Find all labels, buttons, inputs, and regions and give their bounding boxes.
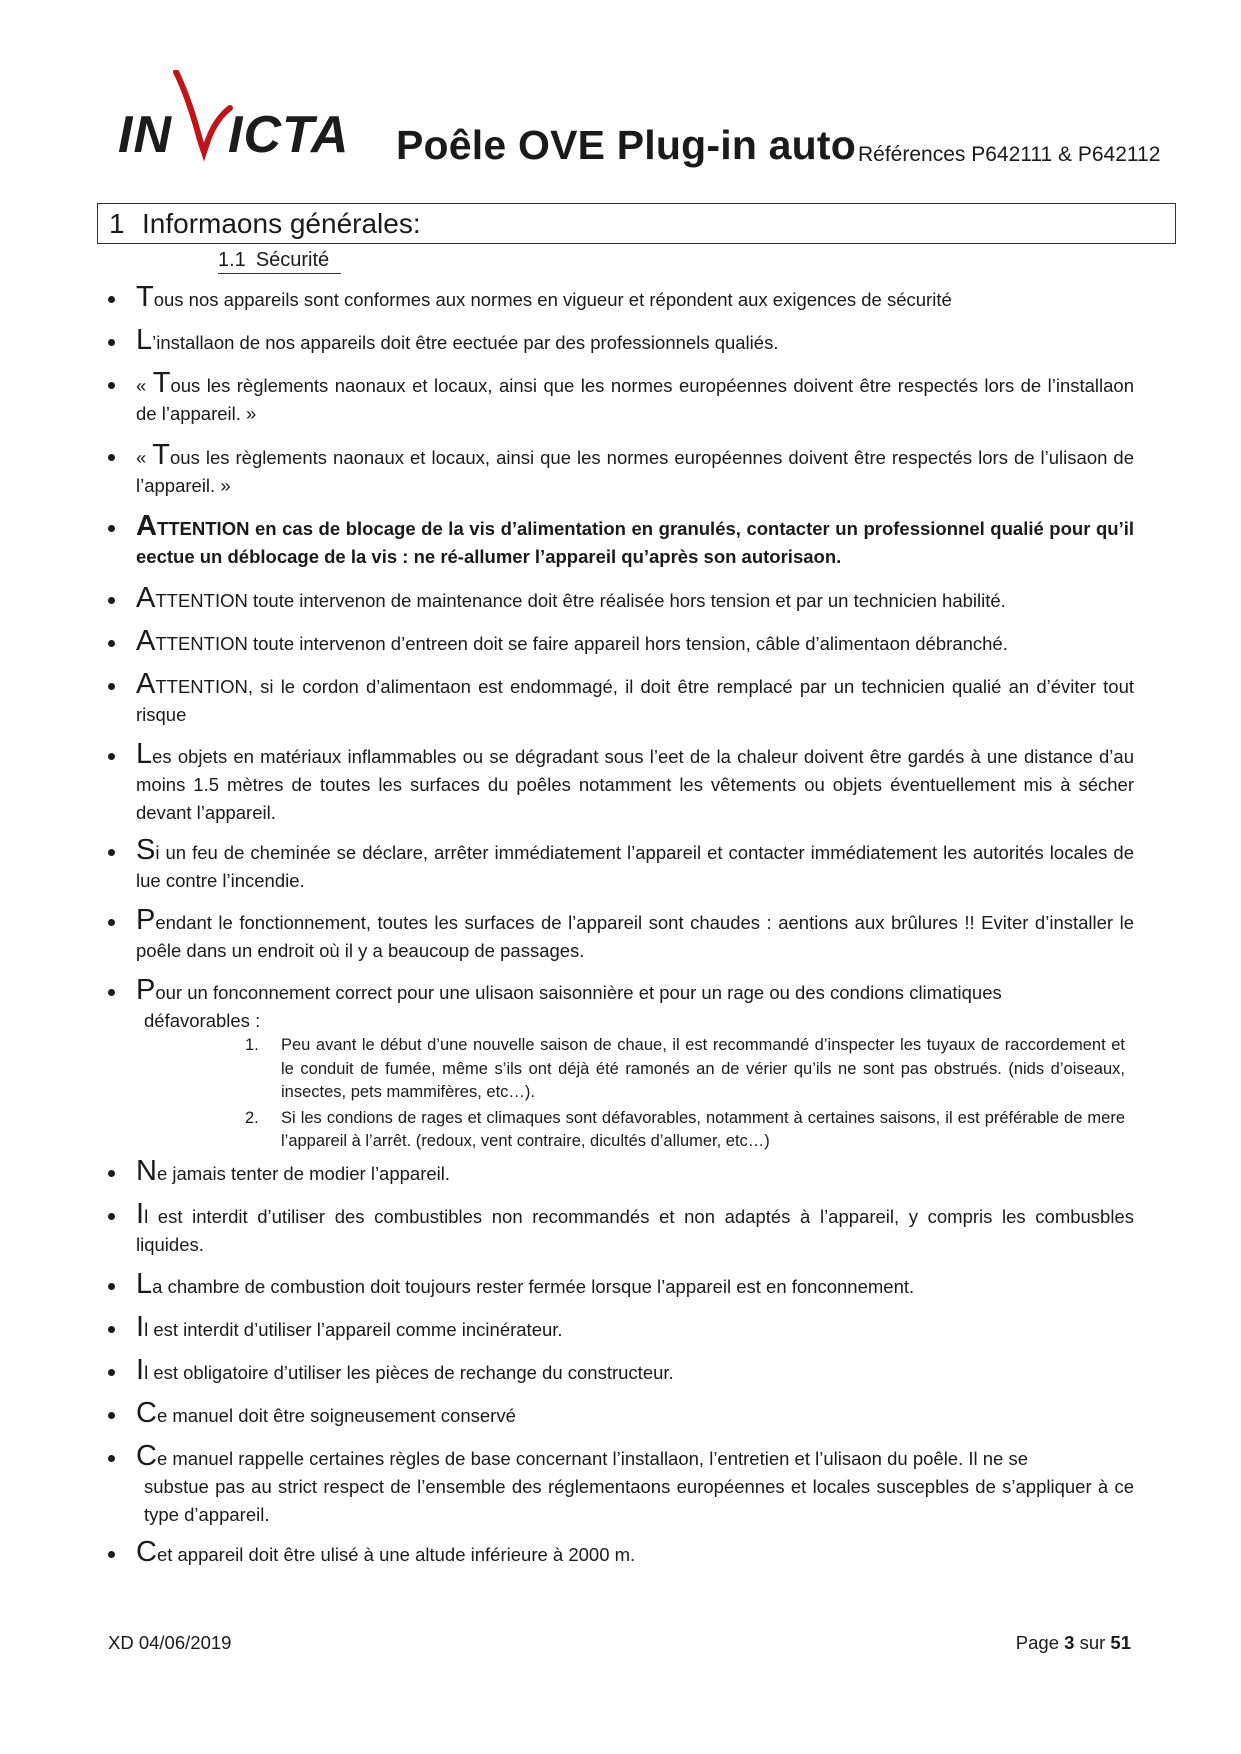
document-header	[118, 70, 1178, 180]
bullet-icon	[108, 1326, 115, 1333]
list-item: Pour un fonconnement correct pour une ulisaon saisonnière et pour un rage ou des condions climatiques défavorables :	[136, 976, 1134, 1035]
bullet-icon	[108, 753, 115, 760]
svg-text:IN: IN	[118, 106, 172, 164]
list-item: ATTENTION toute intervenon de maintenance doit être réalisée hors tension et par un technicien habilité.	[136, 584, 1134, 615]
bullet-icon	[108, 525, 115, 532]
sublist	[245, 1034, 1125, 1156]
footer-page-number: Page 3 sur 51	[1015, 1632, 1131, 1653]
sublist-item: 1. Peu avant le début d’une nouvelle saison de chaue, il est recommandé d’inspecter les tuyaux de raccordement et le conduit de fumée, même s’ils ont déjà été ramonés an de vérier qu’ils ne sont pas obstrués. (nids d’oiseaux, insectes, pets mammifères, etc…).	[245, 1036, 1125, 1101]
list-item: Il est interdit d’utiliser l’appareil comme incinérateur.	[136, 1313, 1134, 1344]
section-title: Informaons générales:	[142, 208, 421, 239]
list-item: Il est obligatoire d’utiliser les pièces de rechange du constructeur.	[136, 1356, 1134, 1387]
subsection-heading	[218, 249, 341, 274]
bullet-icon	[108, 1412, 115, 1419]
list-item: Cet appareil doit être ulisé à une altude inférieure à 2000 m.	[136, 1538, 1134, 1569]
bullet-icon	[108, 683, 115, 690]
invicta-logo	[118, 70, 388, 180]
document-references: Références P642111 & P642112	[858, 143, 1161, 166]
bullet-icon	[108, 454, 115, 461]
list-item: Ne jamais tenter de modier l’appareil.	[136, 1157, 1134, 1188]
bullet-icon	[108, 1551, 115, 1558]
bullet-icon	[108, 339, 115, 346]
list-item: ATTENTION toute intervenon d’entreen doit se faire appareil hors tension, câble d’alimentaon débranché.	[136, 627, 1134, 658]
list-item: Si un feu de cheminée se déclare, arrêter immédiatement l’appareil et contacter immédiatement les autorités locales de lue contre l’incendie.	[136, 836, 1134, 895]
list-item: Les objets en matériaux inflammables ou se dégradant sous l’eet de la chaleur doivent être gardés à une distance d’au moins 1.5 mètres de toutes les surfaces du poêles notamment les vêtements ou objets éventuellement mis à sécher devant l’appareil.	[136, 740, 1134, 827]
list-item: ATTENTION, si le cordon d’alimentaon est endommagé, il doit être remplacé par un technicien qualié an d’éviter tout risque	[136, 670, 1134, 729]
bullet-icon	[108, 1369, 115, 1376]
svg-text:ICTA: ICTA	[228, 106, 350, 164]
list-item: L’installaon de nos appareils doit être eectuée par des professionnels qualiés.	[136, 326, 1134, 357]
section-number: 1	[109, 208, 125, 239]
bullet-icon	[108, 1283, 115, 1290]
subsection-number: 1.1	[218, 249, 246, 271]
bullet-icon	[108, 640, 115, 647]
footer-author-date: XD 04/06/2019	[108, 1632, 232, 1653]
bullet-icon	[108, 296, 115, 303]
bullet-icon	[108, 849, 115, 856]
bullet-icon	[108, 1213, 115, 1220]
bullet-icon	[108, 919, 115, 926]
list-item: « Tous les règlements naonaux et locaux, ainsi que les normes européennes doivent être respectés lors de l’installaon de l’appareil. »	[136, 369, 1134, 428]
list-item: Tous nos appareils sont conformes aux normes en vigueur et répondent aux exigences de sécurité	[136, 283, 1134, 314]
bullet-icon	[108, 989, 115, 996]
bullet-icon	[108, 1455, 115, 1462]
section-heading	[97, 203, 1176, 244]
sublist-item: 2. Si les condions de rages et climaques sont défavorables, notamment à certaines saisons, il est préférable de mere l’appareil à l’arrêt. (redoux, vent contraire, dicultés d’allumer, etc…)	[245, 1108, 1125, 1150]
list-item: La chambre de combustion doit toujours rester fermée lorsque l’appareil est en fonconnement.	[136, 1270, 1134, 1301]
bullet-icon	[108, 382, 115, 389]
list-item: Ce manuel doit être soigneusement conservé	[136, 1399, 1134, 1430]
list-item: « Tous les règlements naonaux et locaux, ainsi que les normes européennes doivent être respectés lors de l’ulisaon de l’appareil. »	[136, 441, 1134, 500]
list-item: Il est interdit d’utiliser des combustibles non recommandés et non adaptés à l’appareil, y compris les combusbles liquides.	[136, 1200, 1134, 1259]
list-item-warning: ATTENTION en cas de blocage de la vis d’alimentation en granulés, contacter un professionnel qualié pour qu’il eectue un déblocage de la vis : ne ré-allumer l’appareil qu’après son autorisaon.	[136, 512, 1134, 571]
list-item: Pendant le fonctionnement, toutes les surfaces de l’appareil sont chaudes : aentions aux brûlures !! Eviter d’installer le poêle dans un endroit où il y a beaucoup de passages.	[136, 906, 1134, 965]
bullet-icon	[108, 1170, 115, 1177]
bullet-icon	[108, 597, 115, 604]
list-item: Ce manuel rappelle certaines règles de base concernant l’installaon, l’entretien et l’ulisaon du poêle. Il ne se substue pas au strict respect de l’ensemble des réglementaons européennes et locales suscepbles de s’appliquer à ce type d’appareil.	[136, 1442, 1134, 1529]
subsection-title: Sécurité	[255, 249, 330, 271]
document-title: Poêle OVE Plug-in auto	[396, 122, 857, 168]
